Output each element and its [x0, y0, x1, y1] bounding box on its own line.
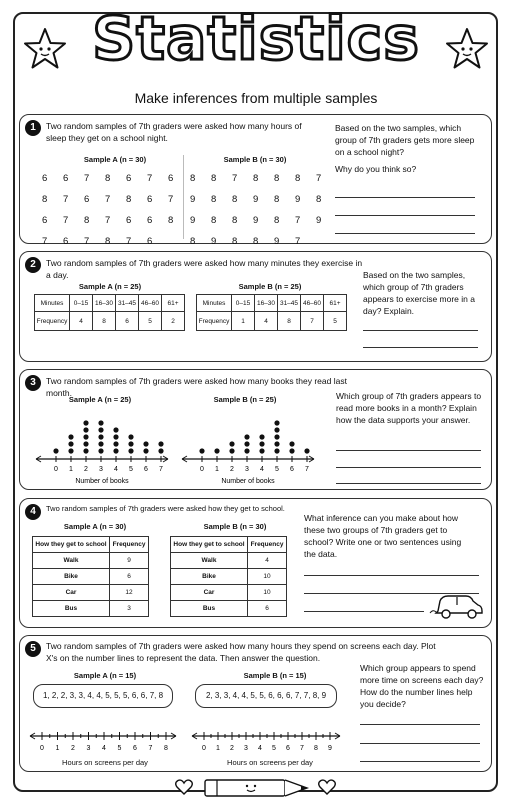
- data-dot: [68, 448, 73, 453]
- section-2: [19, 251, 492, 362]
- data-dot: [244, 448, 249, 453]
- data-dot: [229, 441, 234, 446]
- data-value: 9: [253, 194, 259, 205]
- car-icon: [430, 591, 486, 621]
- data-value: 9: [316, 215, 322, 226]
- question-text: Two random samples of 7th graders were asked how many books they read last month.: [46, 376, 347, 398]
- data-value: 6: [63, 173, 69, 184]
- question-number: 3: [25, 375, 41, 391]
- table-column-header: 31–45: [116, 295, 139, 312]
- answer-prompt-2: Why do you think so?: [335, 164, 417, 174]
- data-value: 7: [63, 215, 69, 226]
- sample-a-label: Sample A (n = 25): [78, 282, 142, 291]
- data-value: 8: [232, 215, 238, 226]
- data-dot: [289, 448, 294, 453]
- table-row-label: Car: [33, 585, 110, 601]
- answer-prompt: What inference can you make about how these two groups of 7th graders get to school? Write one or two sentences using the data.: [304, 513, 462, 559]
- table-header: Minutes: [197, 295, 232, 312]
- data-value: 7: [105, 194, 111, 205]
- tick-label: 7: [305, 466, 309, 473]
- data-dot: [259, 434, 264, 439]
- x-axis-label: Hours on screens per day: [62, 758, 148, 767]
- tick-label: 3: [99, 466, 103, 473]
- table-column-header: 0–15: [70, 295, 93, 312]
- table-cell: 9: [110, 553, 149, 569]
- sample-a-label: Sample A (n = 30): [63, 522, 127, 531]
- data-value: 9: [190, 194, 196, 205]
- table-row-label: Frequency: [197, 312, 232, 331]
- tick-label: 4: [102, 745, 106, 752]
- data-dot: [304, 448, 309, 453]
- tick-label: 4: [114, 466, 118, 473]
- sample-b-data: [190, 173, 337, 257]
- data-value: 8: [274, 194, 280, 205]
- data-dot: [98, 441, 103, 446]
- data-row: [42, 194, 189, 215]
- data-value: 8: [168, 215, 174, 226]
- table-cell: 8: [93, 312, 116, 331]
- answer-line[interactable]: [335, 215, 475, 216]
- data-value: 8: [105, 173, 111, 184]
- tick-label: 6: [133, 745, 137, 752]
- data-value: 8: [316, 194, 322, 205]
- data-dot: [274, 441, 279, 446]
- tick-label: 1: [215, 466, 219, 473]
- data-row: [190, 173, 337, 194]
- sample-a-data: [42, 173, 189, 257]
- data-dot: [274, 427, 279, 432]
- data-value: 6: [126, 173, 132, 184]
- question-number: 4: [25, 504, 41, 520]
- table-column-header: 0–15: [232, 295, 255, 312]
- data-dot: [143, 448, 148, 453]
- answer-prompt: Which group of 7th graders appears to read more books in a month? Explain how the data supports your answer.: [336, 391, 482, 425]
- sample-b-label: Sample B (n = 25): [238, 282, 302, 291]
- table-row-label: Bike: [171, 569, 248, 585]
- data-value: 6: [84, 194, 90, 205]
- data-dot: [98, 427, 103, 432]
- table-cell: 2: [162, 312, 185, 331]
- table-cell: 3: [110, 601, 149, 617]
- data-value: 9: [274, 236, 280, 247]
- heart-icon: [175, 779, 193, 795]
- table-cell: 5: [324, 312, 347, 331]
- data-dot: [259, 448, 264, 453]
- question-number: 5: [25, 641, 41, 657]
- data-value: 8: [274, 215, 280, 226]
- x-axis-label: Hours on screens per day: [227, 758, 313, 767]
- data-value: 7: [84, 173, 90, 184]
- tick-label: 0: [54, 466, 58, 473]
- data-value: 6: [147, 194, 153, 205]
- data-dot: [143, 441, 148, 446]
- data-dot: [83, 420, 88, 425]
- page-subtitle: Make inferences from multiple samples: [134, 90, 378, 106]
- data-dot: [214, 448, 219, 453]
- table-column-header: 16–30: [255, 295, 278, 312]
- table-column-header: 61+: [324, 295, 347, 312]
- data-dot: [113, 448, 118, 453]
- question-text: Two random samples of 7th graders were asked how they get to school.: [46, 504, 285, 513]
- answer-line[interactable]: [363, 330, 478, 331]
- data-dot: [68, 434, 73, 439]
- data-value: 6: [147, 215, 153, 226]
- answer-line[interactable]: [360, 743, 480, 744]
- data-value: 9: [253, 215, 259, 226]
- question-number: 1: [25, 120, 41, 136]
- table-row-label: Frequency: [35, 312, 70, 331]
- data-value: 8: [105, 236, 111, 247]
- tick-label: 1: [216, 745, 220, 752]
- data-dot: [274, 448, 279, 453]
- table-row-label: Bike: [33, 569, 110, 585]
- tick-label: 0: [200, 466, 204, 473]
- data-value: 9: [190, 215, 196, 226]
- data-value: 6: [63, 236, 69, 247]
- data-dot: [113, 441, 118, 446]
- tick-label: 6: [144, 466, 148, 473]
- data-value: 7: [42, 236, 48, 247]
- data-value: 7: [84, 236, 90, 247]
- data-value: 8: [211, 215, 217, 226]
- table-cell: 10: [248, 569, 287, 585]
- table-column-header: Frequency: [110, 537, 149, 553]
- tick-label: 2: [71, 745, 75, 752]
- tick-label: 5: [275, 466, 279, 473]
- answer-line[interactable]: [336, 467, 481, 468]
- question-text: Two random samples of 7th graders were asked how many hours of sleep they get on a school night.: [46, 121, 302, 143]
- tick-label: 6: [290, 466, 294, 473]
- data-dot: [98, 448, 103, 453]
- table-cell: 7: [301, 312, 324, 331]
- table-column-header: 46–60: [139, 295, 162, 312]
- data-dot: [244, 434, 249, 439]
- data-dot: [199, 448, 204, 453]
- data-row: [190, 194, 337, 215]
- data-dot: [289, 441, 294, 446]
- data-value: 6: [42, 173, 48, 184]
- table-column-header: 31–45: [278, 295, 301, 312]
- data-value: 7: [63, 194, 69, 205]
- data-dot: [128, 448, 133, 453]
- tick-label: 3: [245, 466, 249, 473]
- answer-prompt: Which group appears to spend more time on screens each day? How do the number lines help you decide?: [360, 663, 484, 709]
- data-dot: [98, 434, 103, 439]
- table-row-label: Bus: [171, 601, 248, 617]
- data-value: 7: [105, 215, 111, 226]
- table-cell: 4: [70, 312, 93, 331]
- sample-a-label: Sample A (n = 30): [83, 155, 147, 164]
- table-column-header: 16–30: [93, 295, 116, 312]
- table-cell: 4: [248, 553, 287, 569]
- data-dot: [68, 441, 73, 446]
- data-row: [42, 173, 189, 194]
- answer-prompt: Based on the two samples, which group of 7th graders appears to exercise more in a day? Explain.: [363, 270, 475, 316]
- divider: [183, 155, 184, 239]
- tick-label: 5: [272, 745, 276, 752]
- answer-line[interactable]: [360, 761, 480, 762]
- sample-b-label: Sample B (n = 30): [203, 522, 267, 531]
- answer-line[interactable]: [336, 483, 481, 484]
- table-cell: 6: [248, 601, 287, 617]
- data-value: 8: [295, 173, 301, 184]
- data-value: 7: [168, 194, 174, 205]
- sample-a-data-box: 1, 2, 2, 3, 3, 4, 4, 5, 5, 5, 6, 6, 7, 8: [33, 684, 173, 708]
- answer-line[interactable]: [336, 450, 481, 451]
- answer-line[interactable]: [304, 575, 479, 576]
- sample-b-table: [196, 294, 347, 331]
- sample-b-label: Sample B (n = 30): [223, 155, 287, 164]
- tick-label: 3: [86, 745, 91, 752]
- data-value: 8: [211, 194, 217, 205]
- data-value: 9: [211, 236, 217, 247]
- sample-a-label: Sample A (n = 15): [73, 671, 137, 680]
- data-row: [42, 215, 189, 236]
- heart-icon: [318, 779, 336, 795]
- tick-label: 7: [148, 745, 153, 752]
- data-dot: [83, 427, 88, 432]
- data-value: 7: [295, 215, 301, 226]
- pencil-icon: [203, 777, 311, 799]
- data-value: 7: [126, 236, 132, 247]
- tick-label: 2: [230, 745, 234, 752]
- page-title: Statistics: [92, 4, 420, 74]
- data-dot: [98, 420, 103, 425]
- data-value: 7: [232, 173, 238, 184]
- tick-label: 5: [129, 466, 133, 473]
- table-column-header: How they get to school: [33, 537, 110, 553]
- data-value: 8: [274, 173, 280, 184]
- section-3: [19, 369, 492, 490]
- data-value: 8: [232, 194, 238, 205]
- tick-label: 8: [164, 745, 168, 752]
- sample-a-table: [34, 294, 185, 331]
- data-value: 6: [42, 215, 48, 226]
- data-value: 9: [295, 194, 301, 205]
- tick-label: 3: [244, 745, 248, 752]
- tick-label: 1: [55, 745, 60, 752]
- tick-label: 6: [286, 745, 290, 752]
- answer-line[interactable]: [360, 724, 480, 725]
- tick-label: 9: [328, 745, 332, 752]
- data-value: 8: [84, 215, 90, 226]
- x-axis-label: Number of books: [75, 478, 129, 485]
- data-value: 8: [253, 236, 259, 247]
- tick-label: 0: [40, 745, 44, 752]
- data-value: 7: [295, 236, 301, 247]
- sample-b-table: [170, 536, 287, 617]
- table-cell: 1: [232, 312, 255, 331]
- data-dot: [83, 441, 88, 446]
- data-dot: [83, 434, 88, 439]
- data-value: 8: [211, 173, 217, 184]
- answer-prompt: Based on the two samples, which group of 7th graders gets more sleep on a school night?: [335, 123, 475, 157]
- data-value: 7: [316, 173, 322, 184]
- dot-plot-sample-a: [32, 406, 172, 486]
- data-value: 8: [253, 173, 259, 184]
- data-value: 6: [168, 173, 174, 184]
- tick-label: 5: [117, 745, 122, 752]
- answer-line[interactable]: [304, 611, 424, 612]
- table-row-label: Walk: [33, 553, 110, 569]
- section-4: [19, 498, 492, 628]
- data-dot: [274, 420, 279, 425]
- data-dot: [83, 448, 88, 453]
- data-dot: [128, 434, 133, 439]
- data-value: 7: [147, 173, 153, 184]
- question-number: 2: [25, 257, 41, 273]
- data-value: 6: [147, 236, 153, 247]
- tick-label: 2: [84, 466, 88, 473]
- tick-label: 0: [202, 745, 206, 752]
- data-value: 8: [190, 173, 196, 184]
- data-value: 8: [190, 236, 196, 247]
- data-dot: [158, 441, 163, 446]
- section-5: [19, 635, 492, 772]
- tick-label: 7: [300, 745, 304, 752]
- table-cell: 5: [139, 312, 162, 331]
- table-row-label: Walk: [171, 553, 248, 569]
- data-dot: [274, 434, 279, 439]
- data-value: 8: [232, 236, 238, 247]
- data-dot: [113, 427, 118, 432]
- data-dot: [128, 441, 133, 446]
- data-row: [190, 215, 337, 236]
- table-column-header: 61+: [162, 295, 185, 312]
- data-dot: [229, 448, 234, 453]
- answer-line[interactable]: [363, 347, 478, 348]
- table-header: Minutes: [35, 295, 70, 312]
- tick-label: 7: [159, 466, 163, 473]
- table-row-label: Bus: [33, 601, 110, 617]
- sample-a-label: Sample A (n = 25): [68, 395, 132, 404]
- data-value: 8: [42, 194, 48, 205]
- sample-b-label: Sample B (n = 25): [213, 395, 277, 404]
- data-dot: [158, 448, 163, 453]
- question-text: Two random samples of 7th graders were asked how many hours they spend on screens each day. Plot X's on the number lines to represent the data. Then answer the question.: [46, 641, 436, 663]
- table-column-header: 46–60: [301, 295, 324, 312]
- tick-label: 2: [230, 466, 234, 473]
- question-text: Two random samples of 7th graders were asked how many minutes they exercise in a day.: [46, 258, 363, 280]
- tick-label: 8: [314, 745, 318, 752]
- data-dot: [113, 434, 118, 439]
- answer-line[interactable]: [335, 233, 475, 234]
- data-dot: [244, 441, 249, 446]
- table-cell: 12: [110, 585, 149, 601]
- tick-label: 4: [258, 745, 262, 752]
- x-axis-label: Number of books: [221, 478, 275, 485]
- table-cell: 6: [116, 312, 139, 331]
- sample-b-data-box: 2, 3, 3, 4, 4, 5, 5, 6, 6, 6, 7, 7, 8, 9: [195, 684, 337, 708]
- table-row-label: Car: [171, 585, 248, 601]
- table-column-header: How they get to school: [171, 537, 248, 553]
- tick-label: 4: [260, 466, 264, 473]
- sample-a-table: [32, 536, 149, 617]
- data-value: 8: [126, 194, 132, 205]
- section-1: [19, 114, 492, 247]
- data-dot: [53, 448, 58, 453]
- table-cell: 8: [278, 312, 301, 331]
- data-dot: [259, 441, 264, 446]
- table-cell: 10: [248, 585, 287, 601]
- table-column-header: Frequency: [248, 537, 287, 553]
- table-cell: 4: [255, 312, 278, 331]
- data-value: 6: [126, 215, 132, 226]
- answer-line[interactable]: [335, 197, 475, 198]
- table-cell: 6: [110, 569, 149, 585]
- tick-label: 1: [69, 466, 73, 473]
- sample-b-label: Sample B (n = 15): [243, 671, 307, 680]
- dot-plot-sample-b: [178, 406, 318, 486]
